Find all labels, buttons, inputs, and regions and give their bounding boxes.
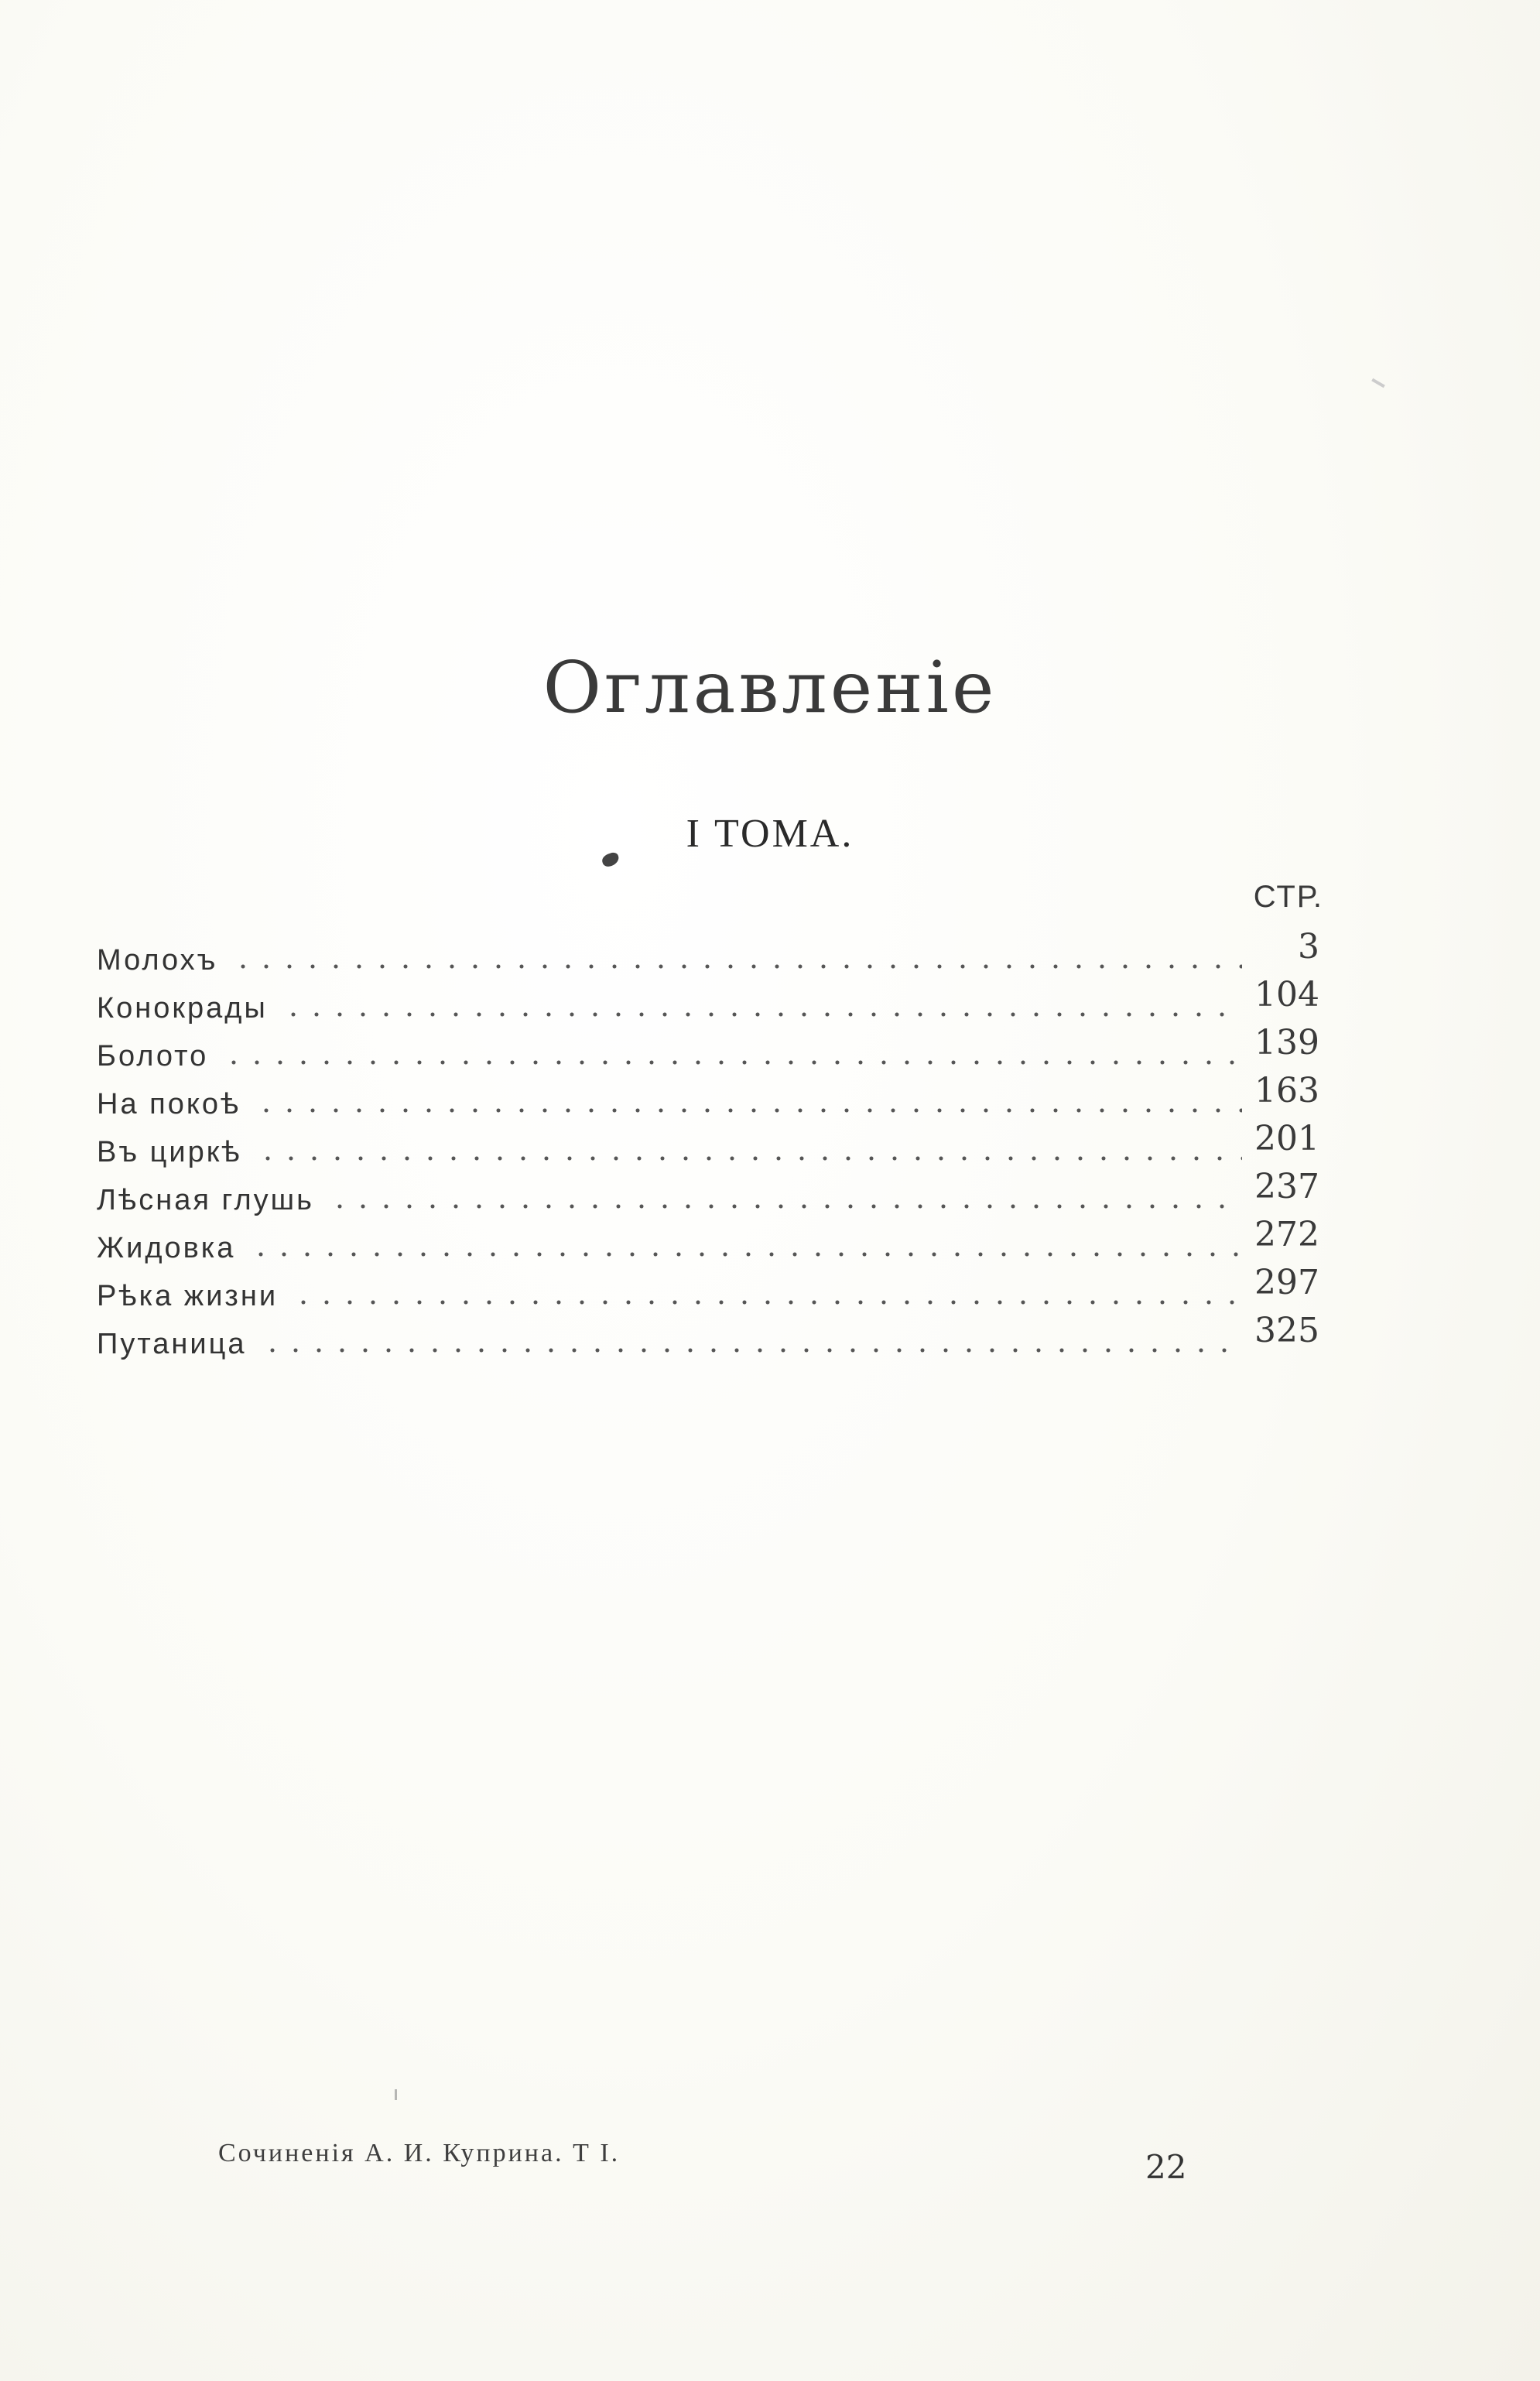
toc-entry-page: 104 (1254, 975, 1319, 1014)
toc-entry-title: Въ циркѣ (97, 1136, 242, 1168)
toc-entry-title: На покоѣ (97, 1088, 241, 1120)
toc-entry-page: 237 (1254, 1167, 1319, 1206)
toc-entry (97, 1023, 1319, 1071)
toc-entry-page: 3 (1298, 927, 1319, 966)
toc-entry (97, 1311, 1319, 1359)
toc-entry-title: Конокрады (97, 992, 268, 1025)
toc-entry (97, 1167, 1319, 1215)
dot-leader (292, 1298, 1242, 1306)
toc-entry-page: 325 (1254, 1311, 1319, 1350)
toc-entry (97, 975, 1319, 1023)
dot-leader (282, 1011, 1242, 1018)
dot-leader (255, 1107, 1242, 1114)
paper-speck (1371, 378, 1385, 388)
pages-column-header: СТР. (1253, 880, 1323, 914)
dot-leader (249, 1250, 1242, 1258)
dot-leader (261, 1346, 1242, 1354)
toc-entry-page: 139 (1254, 1023, 1319, 1062)
table-of-contents (97, 927, 1319, 1359)
dot-leader (231, 963, 1242, 970)
dot-leader (328, 1202, 1242, 1210)
sheet-number: 22 (1145, 2148, 1187, 2186)
toc-entry-title: Жидовка (97, 1232, 236, 1264)
toc-entry (97, 1215, 1319, 1263)
toc-entry-page: 297 (1254, 1263, 1319, 1302)
toc-entry-title: Путаница (97, 1328, 247, 1360)
toc-entry-title: Рѣка жизни (97, 1280, 279, 1312)
page-title: Оглавленіе (542, 646, 998, 729)
dot-leader (256, 1155, 1242, 1162)
signature-line: Сочиненія А. И. Куприна. Т I. (218, 2139, 621, 2167)
toc-entry-title: Молохъ (97, 944, 218, 977)
toc-entry (97, 1119, 1319, 1167)
toc-entry-page: 272 (1254, 1215, 1319, 1254)
toc-entry-title: Лѣсная глушь (97, 1184, 314, 1216)
toc-entry (97, 1071, 1319, 1119)
paper-speck (395, 2089, 397, 2100)
toc-entry-page: 201 (1254, 1119, 1319, 1158)
toc-entry (97, 927, 1319, 975)
toc-entry-title: Болото (97, 1040, 209, 1072)
toc-entry-page: 163 (1254, 1071, 1319, 1110)
volume-heading: I ТОМА. (686, 812, 854, 856)
dot-leader (222, 1059, 1242, 1066)
toc-entry (97, 1263, 1319, 1311)
